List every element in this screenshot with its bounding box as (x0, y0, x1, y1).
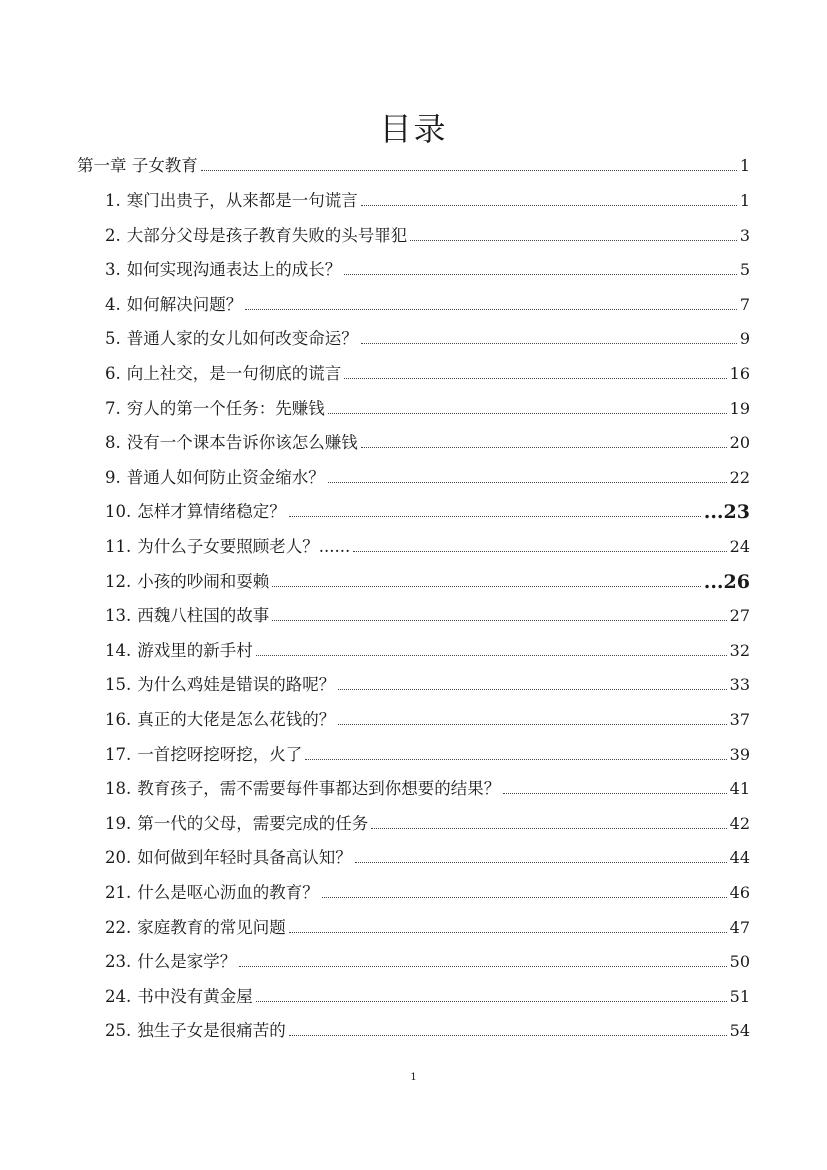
toc-entry-row[interactable] (105, 258, 750, 280)
toc-entry-title: 大部分父母是孩子教育失败的头号罪犯 (126, 226, 408, 245)
toc-page-number: 20 (729, 433, 750, 452)
toc-entry-title: 书中没有黄金屋 (137, 987, 253, 1006)
toc-page-number: 51 (729, 987, 750, 1006)
toc-entry-number: 18. (105, 779, 132, 798)
toc-entry-number: 7. (105, 399, 121, 418)
toc-entry-number: 5. (105, 329, 121, 348)
toc-entry-row[interactable] (105, 224, 750, 246)
toc-entry-number: 4. (105, 295, 121, 314)
toc-entry-number: 11. (105, 537, 132, 556)
toc-entry-row[interactable] (105, 708, 750, 730)
toc-leader-dots (256, 655, 727, 656)
toc-page-number: 33 (729, 675, 750, 694)
toc-entry-row[interactable] (105, 362, 750, 384)
toc-entry-row[interactable] (105, 812, 750, 834)
toc-entry-title: 教育孩子，需不需要每件事都达到你想要的结果？ (137, 779, 501, 798)
toc-page-number: 5 (739, 260, 750, 279)
toc-entry-row[interactable] (105, 466, 750, 488)
toc-page-number: 3 (739, 226, 750, 245)
toc-leader-dots (328, 482, 727, 483)
toc-page-number: 54 (729, 1021, 750, 1040)
toc-page-number: 24 (729, 537, 750, 556)
toc-entry-number: 25. (105, 1021, 132, 1040)
toc-leader-dots (272, 620, 726, 621)
toc-entry-title: 什么是呕心沥血的教育？ (137, 883, 319, 902)
toc-entry-title: 什么是家学？ (137, 952, 237, 971)
toc-entry-number: 19. (105, 814, 132, 833)
toc-leader-dots (256, 1001, 727, 1002)
toc-entry-title: 如何实现沟通表达上的成长？ (126, 260, 342, 279)
toc-page-number: 1 (739, 156, 750, 175)
toc-leader-dots (410, 240, 737, 241)
toc-page-number: 16 (729, 364, 750, 383)
toc-entry-row[interactable] (105, 846, 750, 868)
toc-entry-row[interactable] (105, 881, 750, 903)
toc-entry-number: 14. (105, 641, 132, 660)
toc-leader-dots (201, 170, 737, 171)
toc-entry-row[interactable] (105, 431, 750, 453)
toc-entry-row[interactable] (105, 743, 750, 765)
toc-entry-title: 如何解决问题？ (126, 295, 243, 314)
toc-leader-dots (361, 205, 737, 206)
toc-page-number: 32 (729, 641, 750, 660)
toc-entry-number: 6. (105, 364, 121, 383)
toc-leader-dots (245, 309, 737, 310)
toc-entry-number: 23. (105, 952, 132, 971)
toc-leader-dots (361, 343, 737, 344)
toc-entry-number: 22. (105, 918, 132, 937)
toc-entry-number: 24. (105, 987, 132, 1006)
toc-leader-dots (355, 862, 727, 863)
toc-leader-dots (338, 689, 726, 690)
toc-leader-dots (289, 516, 701, 517)
toc-entry-title: 小孩的吵闹和耍赖 (137, 572, 270, 591)
toc-entry-title: 怎样才算情绪稳定？ (137, 502, 286, 521)
page-footer-number: 1 (410, 1072, 417, 1083)
toc-entry-number: 12. (105, 572, 132, 591)
toc-entry-title: 一首挖呀挖呀挖，火了 (137, 745, 303, 764)
toc-entry-row[interactable] (105, 500, 750, 522)
toc-leader-dots (344, 378, 726, 379)
toc-entry-row[interactable] (105, 189, 750, 211)
toc-entry-title: 为什么鸡娃是错误的路呢？ (137, 675, 336, 694)
toc-page-number: ...23 (703, 501, 750, 523)
toc-leader-dots (344, 274, 737, 275)
toc-entry-row[interactable] (105, 916, 750, 938)
toc-page-number: 50 (729, 952, 750, 971)
toc-chapter-label: 第一章 子女教育 (77, 156, 198, 175)
toc-leader-dots (305, 759, 726, 760)
toc-entry-row[interactable] (105, 397, 750, 419)
toc-page-number: 46 (729, 883, 750, 902)
toc-entry-number: 15. (105, 675, 132, 694)
toc-entry-title: 寒门出贵子，从来都是一句谎言 (126, 191, 358, 210)
toc-page-number: 19 (729, 399, 750, 418)
toc-entry-row[interactable] (105, 950, 750, 972)
toc-entry-number: 2. (105, 226, 121, 245)
toc-entry-number: 10. (105, 502, 132, 521)
toc-leader-dots (322, 897, 727, 898)
toc-leader-dots (361, 447, 727, 448)
toc-leader-dots (239, 966, 726, 967)
toc-entry-title: 独生子女是很痛苦的 (137, 1021, 286, 1040)
toc-entry-row[interactable] (105, 777, 750, 799)
toc-leader-dots (338, 724, 726, 725)
toc-chapter-row[interactable] (77, 154, 750, 176)
toc-entry-title: 穷人的第一个任务：先赚钱 (126, 399, 325, 418)
toc-entry-title: 西魏八柱国的故事 (137, 606, 270, 625)
toc-entry-number: 16. (105, 710, 132, 729)
page-title: 目录 (379, 110, 448, 148)
toc-entry-number: 8. (105, 433, 121, 452)
toc-page-number: 42 (729, 814, 750, 833)
toc-entry-title: 普通人如何防止资金缩水？ (126, 468, 325, 487)
toc-entry-number: 21. (105, 883, 132, 902)
toc-entry-number: 1. (105, 191, 121, 210)
toc-entry-number: 9. (105, 468, 121, 487)
toc-entry-row[interactable] (105, 327, 750, 349)
toc-entry-row[interactable] (105, 985, 750, 1007)
toc-leader-dots (289, 932, 727, 933)
toc-entry-row[interactable] (105, 293, 750, 315)
toc-entry-title: 真正的大佬是怎么花钱的？ (137, 710, 336, 729)
toc-entry-number: 3. (105, 260, 121, 279)
toc-entry-row[interactable] (105, 604, 750, 626)
toc-page-number: 37 (729, 710, 750, 729)
toc-page-number: 7 (739, 295, 750, 314)
toc-page-number: 47 (729, 918, 750, 937)
toc-entry-row[interactable] (105, 639, 750, 661)
toc-entry-title: 第一代的父母，需要完成的任务 (137, 814, 369, 833)
toc-entry-title: 没有一个课本告诉你该怎么赚钱 (126, 433, 358, 452)
toc-entry-title: 游戏里的新手村 (137, 641, 253, 660)
toc-leader-dots (503, 793, 726, 794)
toc-entry-title: 家庭教育的常见问题 (137, 918, 286, 937)
toc-leader-dots (328, 413, 727, 414)
toc-leader-dots (272, 586, 700, 587)
toc-leader-dots (353, 551, 726, 552)
toc-leader-dots (289, 1035, 727, 1036)
toc-entry-title: 向上社交，是一句彻底的谎言 (126, 364, 342, 383)
toc-entry-number: 13. (105, 606, 132, 625)
toc-page-number: 9 (739, 329, 750, 348)
toc-entry-title: 普通人家的女儿如何改变命运？ (126, 329, 358, 348)
toc-page-number: 41 (729, 779, 750, 798)
toc-page-number: 22 (729, 468, 750, 487)
toc-entry-row[interactable] (105, 570, 750, 592)
toc-entry-number: 17. (105, 745, 132, 764)
toc-page-number: ...26 (703, 571, 750, 593)
toc-entry-row[interactable] (105, 673, 750, 695)
toc-entry-row[interactable] (105, 535, 750, 557)
toc-page-number: 27 (729, 606, 750, 625)
toc-entry-title: 如何做到年轻时具备高认知？ (137, 848, 352, 867)
toc-leader-dots (371, 828, 726, 829)
toc-entry-row[interactable] (105, 1019, 750, 1041)
toc-page-number: 1 (739, 191, 750, 210)
toc-page-number: 39 (729, 745, 750, 764)
toc-entry-title: 为什么子女要照顾老人？...... (137, 537, 351, 556)
toc-page-number: 44 (729, 848, 750, 867)
toc-entry-number: 20. (105, 848, 132, 867)
